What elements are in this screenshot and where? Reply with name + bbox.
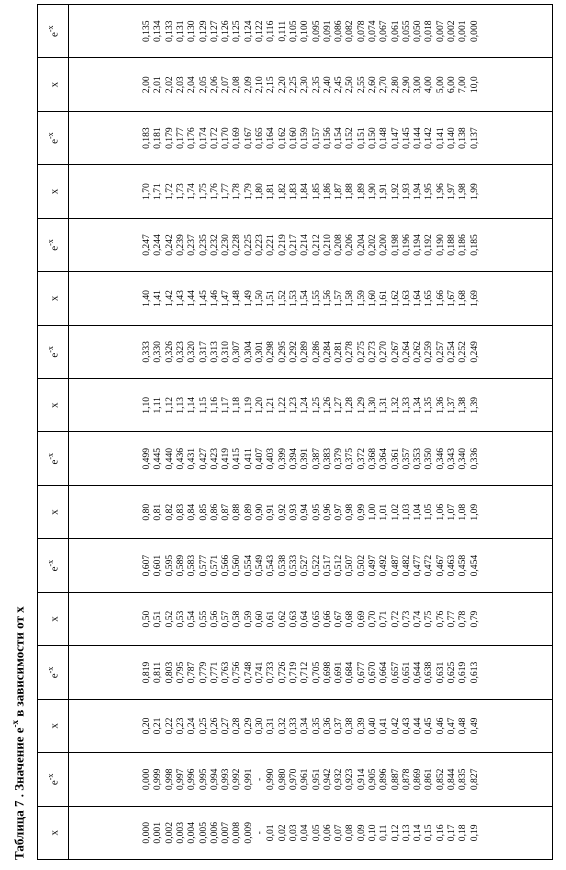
column-header-label: e [48, 673, 61, 679]
table-cell: 1,40 1,41 1,42 1,43 1,44 1,45 1,46 1,47 1,48 1,49 1,50 1,51 1,52 1,53 1,54 1,55 1,56 1,57 1,58 1,59 1,60 1,61 1,62 1,63 1,64 1,65 1,66 1,67 1,68 1,69 [69, 272, 553, 325]
column-header [38, 539, 69, 592]
column-header-label: x [48, 402, 61, 409]
table-cell: 0,607 0,601 0,595 0,589 0,583 0,577 0,571 0,566 0,560 0,554 0,549 0,543 0,538 0,533 0,527 0,522 0,517 0,512 0,507 0,502 0,497 0,492 0,487 0,482 0,477 0,472 0,467 0,463 0,458 0,454 [69, 539, 553, 592]
column-header-superscript: -x [46, 346, 56, 353]
column-header [38, 806, 69, 859]
column-header-label: e [48, 459, 61, 465]
column-header [38, 699, 69, 752]
caption-title-superscript: -x [10, 719, 20, 728]
table-cell: 0,000 0,999 0,998 0,997 0,996 0,995 0,994 0,993 0,992 0,991 - 0,990 0,980 0,970 0,961 0,951 0,942 0,932 0,923 0,914 0,905 0,896 0,887 0,878 0,869 0,861 0,852 0,844 0,835 0,827 [69, 753, 553, 806]
column-header [38, 432, 69, 485]
column-header [38, 58, 69, 111]
table-cell: 0,247 0,244 0,242 0,239 0,237 0,235 0,232 0,230 0,228 0,225 0,223 0,221 0,219 0,217 0,214 0,212 0,210 0,208 0,206 0,204 0,202 0,200 0,198 0,196 0,194 0,192 0,190 0,188 0,186 0,185 [69, 218, 553, 271]
caption-title-suffix: в зависимости от x [11, 606, 27, 720]
caption-title-prefix: Таблица 7 . Значение e [11, 727, 27, 860]
column-header [38, 5, 69, 58]
table-cell: 0,20 0,21 0,22 0,23 0,24 0,25 0,26 0,27 0,28 0,29 0,30 0,31 0,32 0,33 0,34 0,35 0,36 0,37 0,38 0,39 0,40 0,41 0,42 0,43 0,44 0,45 0,46 0,47 0,48 0,49 [69, 699, 553, 752]
column-header-superscript: -x [46, 132, 56, 139]
table-cell: 1,10 1,11 1,12 1,13 1,14 1,15 1,16 1,17 1,18 1,19 1,20 1,21 1,22 1,23 1,24 1,25 1,26 1,27 1,28 1,29 1,30 1,31 1,32 1,33 1,34 1,35 1,36 1,37 1,38 1,39 [69, 379, 553, 432]
column-header-label: x [48, 81, 61, 88]
column-header [38, 165, 69, 218]
column-header-label: x [48, 723, 61, 729]
column-header [38, 272, 69, 325]
column-header-label: x [48, 295, 61, 302]
column-header-label: x [48, 509, 61, 515]
column-header-label: x [48, 188, 61, 195]
column-header-superscript: -x [46, 666, 56, 674]
column-header-label: e [48, 352, 61, 358]
table-cell: 1,70 1,71 1,72 1,73 1,74 1,75 1,76 1,77 1,78 1,79 1,80 1,81 1,82 1,83 1,84 1,85 1,86 1,87 1,88 1,89 1,90 1,91 1,92 1,93 1,94 1,95 1,96 1,97 1,98 1,99 [69, 165, 553, 218]
column-header [38, 325, 69, 378]
table-cell: 0,183 0,181 0,179 0,177 0,176 0,174 0,172 0,170 0,169 0,167 0,165 0,164 0,162 0,160 0,159 0,157 0,156 0,154 0,152 0,151 0,150 0,148 0,147 0,145 0,144 0,142 0,141 0,140 0,138 0,137 [69, 111, 553, 164]
column-header-label: e [48, 566, 61, 572]
table-row [69, 5, 553, 860]
column-header [38, 753, 69, 806]
table-header-row [38, 5, 69, 860]
table-cell: 0,80 0,81 0,82 0,83 0,84 0,85 0,86 0,87 0,88 0,89 0,90 0,91 0,92 0,93 0,94 0,95 0,96 0,97 0,98 0,99 1,00 1,01 1,02 1,03 1,04 1,05 1,06 1,07 1,08 1,09 [69, 485, 553, 538]
column-header [38, 646, 69, 699]
table-cell: 0,333 0,330 0,326 0,323 0,320 0,317 0,313 0,310 0,307 0,304 0,301 0,298 0,295 0,292 0,289 0,286 0,284 0,281 0,278 0,275 0,273 0,270 0,267 0,264 0,262 0,259 0,257 0,254 0,252 0,249 [69, 325, 553, 378]
column-header-label: x [48, 830, 61, 836]
column-header [38, 592, 69, 645]
column-header-label: x [48, 616, 61, 622]
column-header-superscript: -x [46, 25, 56, 33]
column-header-label: e [48, 780, 61, 786]
column-header-superscript: -x [46, 452, 56, 460]
exponent-values-table [37, 4, 553, 860]
column-header-label: e [48, 245, 61, 251]
column-header-label: e [48, 32, 61, 37]
column-header-superscript: -x [46, 559, 56, 567]
column-header [38, 379, 69, 432]
table-cell: 0,000 0,001 0,002 0,003 0,004 0,005 0,006 0,007 0,008 0,009 - 0,01 0,02 0,03 0,04 0,05 0,06 0,07 0,08 0,09 0,10 0,11 0,12 0,13 0,14 0,15 0,16 0,17 0,18 0,19 [69, 806, 553, 859]
column-header [38, 218, 69, 271]
table-cell: 0,50 0,51 0,52 0,53 0,54 0,55 0,56 0,57 0,58 0,59 0,60 0,61 0,62 0,63 0,64 0,65 0,66 0,67 0,68 0,69 0,70 0,71 0,72 0,73 0,74 0,75 0,76 0,77 0,78 0,79 [69, 592, 553, 645]
column-header [38, 111, 69, 164]
table-cell: 2,00 2,01 2,02 2,03 2,04 2,05 2,06 2,07 2,08 2,09 2,10 2,15 2,20 2,25 2,30 2,35 2,40 2,45 2,50 2,55 2,60 2,70 2,80 2,90 3,00 4,00 5,00 6,00 7,00 10,0 [69, 58, 553, 111]
column-header-superscript: -x [46, 773, 56, 781]
table-cell: 0,135 0,134 0,133 0,131 0,130 0,129 0,127 0,126 0,125 0,124 0,122 0,116 0,111 0,105 0,100 0,095 0,091 0,086 0,082 0,078 0,074 0,067 0,061 0,055 0,050 0,018 0,007 0,002 0,001 0,000 [69, 5, 553, 58]
table-caption [4, 260, 26, 860]
column-header [38, 485, 69, 538]
table-cell: 0,499 0,445 0,440 0,436 0,431 0,427 0,423 0,419 0,415 0,411 0,407 0,403 0,399 0,394 0,391 0,387 0,383 0,379 0,375 0,372 0,368 0,364 0,361 0,357 0,353 0,350 0,346 0,343 0,340 0,336 [69, 432, 553, 485]
column-header-superscript: -x [46, 239, 56, 246]
table-cell: 0,819 0,811 0,803 0,795 0,787 0,779 0,771 0,763 0,756 0,748 0,741 0,733 0,726 0,719 0,712 0,705 0,698 0,691 0,684 0,677 0,670 0,664 0,657 0,651 0,644 0,638 0,631 0,625 0,619 0,613 [69, 646, 553, 699]
column-header-label: e [48, 138, 61, 144]
